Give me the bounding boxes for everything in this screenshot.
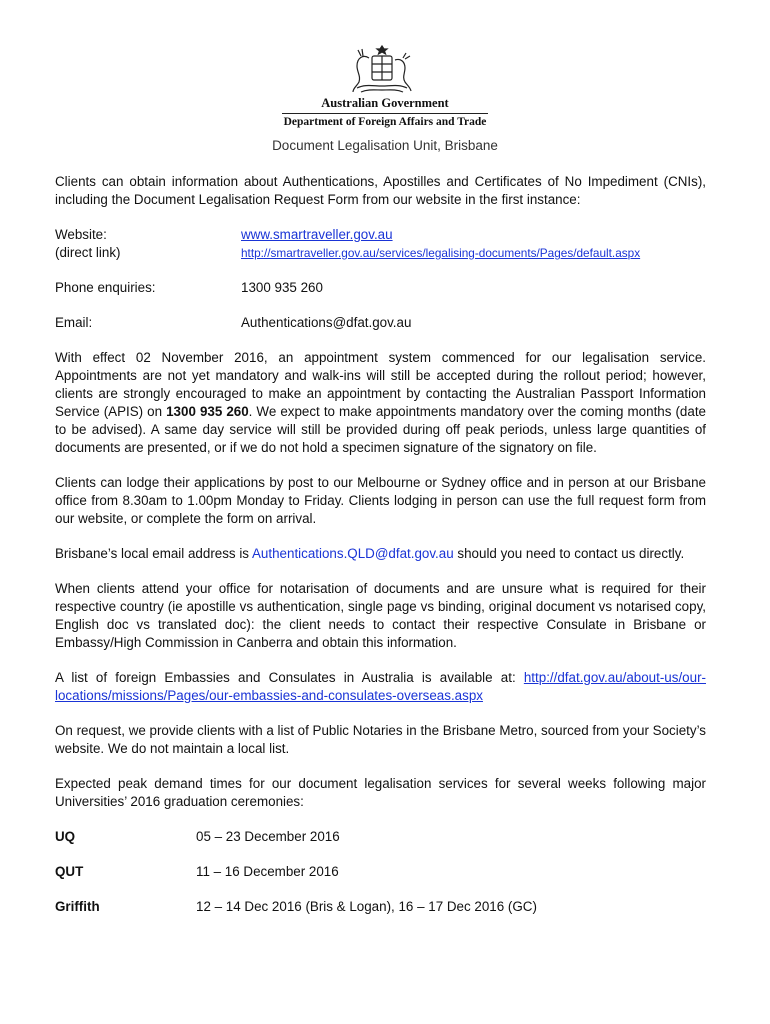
university-name: Griffith [55,899,100,914]
graduation-row [55,863,706,881]
notarisation-paragraph: When clients attend your office for notarisation of documents and are unsure what is required for their respective country (ie apostille vs authentication, single page vs binding, original document vs notarised copy, English doc vs translated doc): the client needs to contact their respective Consulate in Brisbane or Embassy/High Commission in Canberra and obtain this information. [55,581,706,650]
email-label: Email: [55,315,93,330]
phone-row [55,279,706,297]
government-name: Australian Government [321,96,449,110]
email-value: Authentications@dfat.gov.au [241,315,412,330]
graduation-row [55,898,706,916]
phone-value: 1300 935 260 [241,280,323,295]
university-name: QUT [55,864,84,879]
university-name: UQ [55,829,76,844]
local-email-paragraph: Brisbane’s local email address is Authentications.QLD@dfat.gov.au should you need to contact us directly. [55,546,685,561]
appointments-paragraph: With effect 02 November 2016, an appointment system commenced for our legalisation service. Appointments are not yet mandatory and walk-ins will still be accepted during the rollout period; however, clients are strongly encouraged to make an appointment by contacting the Australian Passport Information Service (APIS) on 1300 935 260. We expect to make appointments mandatory over the coming months (date to be advised). A same day service will still be provided during off peak periods, unless large quantities of documents are presented, or if we do not hold a specimen signature of the signatory on file. [55,350,706,455]
direct-link-label: (direct link) [55,245,121,260]
graduation-row [55,828,706,846]
peak-demand-paragraph: Expected peak demand times for our document legalisation services for several weeks following major Universities’ 2016 graduation ceremonies: [55,776,706,809]
website-row [55,226,706,244]
graduation-dates: 12 – 14 Dec 2016 (Bris & Logan), 16 – 17 Dec 2016 (GC) [196,899,537,914]
direct-link-row [55,244,706,262]
email-row [55,314,706,332]
coat-of-arms-logo [347,44,417,98]
graduation-dates: 05 – 23 December 2016 [196,829,340,844]
apis-phone-number: 1300 935 260 [166,404,249,419]
document-body [55,173,706,933]
header-divider [282,113,488,114]
direct-link[interactable]: http://smartraveller.gov.au/services/legalising-documents/Pages/default.aspx [241,246,641,260]
embassies-paragraph: A list of foreign Embassies and Consulates in Australia is available at: http://dfat.gov.au/about-us/our-locations/missions/Pages/our-embassies-and-consulates-overseas.aspx [55,670,706,703]
department-name: Department of Foreign Affairs and Trade [283,116,487,128]
intro-paragraph: Clients can obtain information about Authentications, Apostilles and Certificates of No Impediment (CNIs), including the Document Legalisation Request Form from our website in the first instance: [55,174,706,207]
website-label: Website: [55,227,107,242]
phone-label: Phone enquiries: [55,280,156,295]
website-link[interactable]: www.smartraveller.gov.au [241,227,393,242]
graduation-dates: 11 – 16 December 2016 [196,864,339,879]
lodging-paragraph: Clients can lodge their applications by post to our Melbourne or Sydney office and in person at our Brisbane office from 8.30am to 1.00pm Monday to Friday. Clients lodging in person can use the full request form from our website, or complete the form on arrival. [55,475,706,526]
embassies-link[interactable]: http://dfat.gov.au/about-us/our-locations/missions/Pages/our-embassies-and-consulates-overseas.aspx [55,670,706,703]
notaries-paragraph: On request, we provide clients with a list of Public Notaries in the Brisbane Metro, sourced from your Society’s website. We do not maintain a local list. [55,723,706,756]
unit-title: Document Legalisation Unit, Brisbane [272,138,498,153]
local-email-link[interactable]: Authentications.QLD@dfat.gov.au [252,546,454,561]
